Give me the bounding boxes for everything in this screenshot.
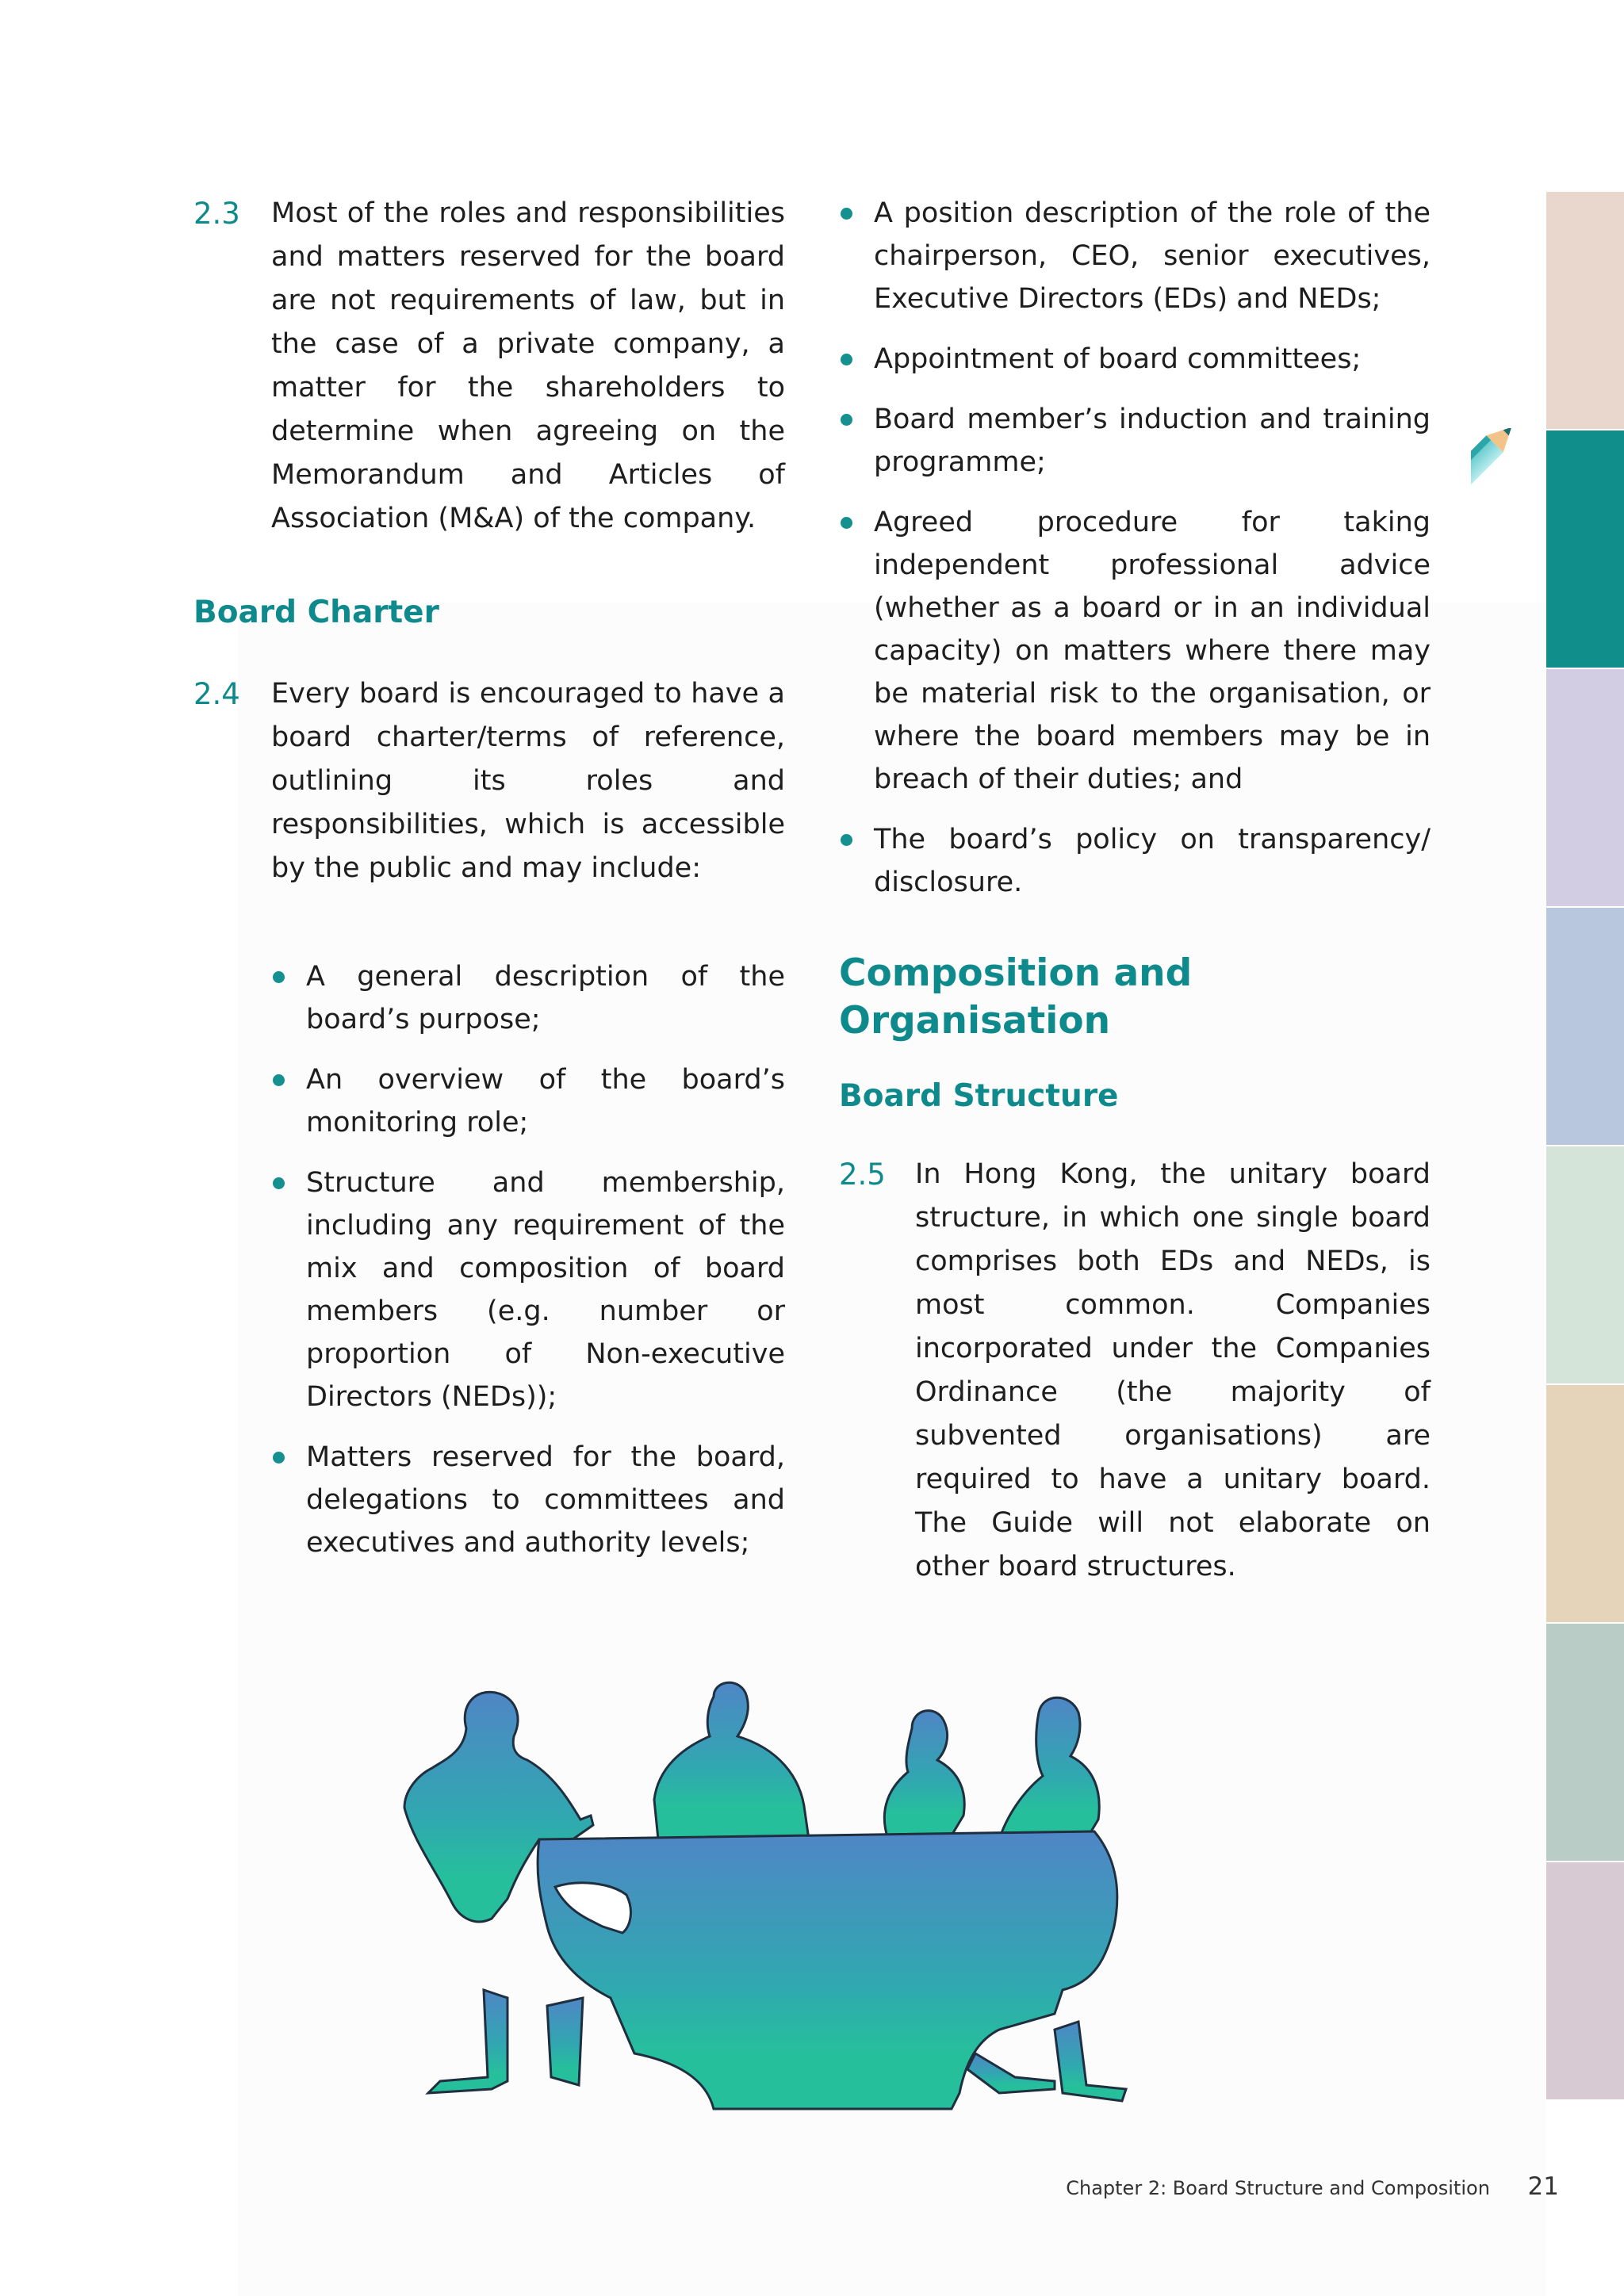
chapter-tab (1546, 1624, 1624, 1861)
left-column (193, 192, 785, 1582)
chapter-tab (1546, 908, 1624, 1145)
section-text: Most of the roles and responsibilities and matters reserved for the board are not requirements of law, but in the case of a private company, a matter for the shareholders to determine when agreeing on the Memorandum and Articles of Association (M&A) of the company. (271, 197, 785, 534)
bullet-icon (841, 208, 852, 220)
charter-bullet-list-right (839, 192, 1431, 904)
list-item: Matters reserved for the board, delegations to committees and executives and authority levels; (271, 1436, 785, 1564)
section-number: 2.3 (193, 197, 240, 231)
chapter-tab (1546, 1862, 1624, 2099)
footer-chapter-title: Chapter 2: Board Structure and Composition (1066, 2177, 1490, 2199)
bullet-icon (273, 1452, 285, 1464)
charter-bullet-list-left (271, 955, 785, 1564)
list-item: A general description of the board’s purpose; (271, 955, 785, 1041)
section-number: 2.5 (839, 1158, 886, 1192)
section-text: Every board is encouraged to have a board charter/terms of reference, outlining its roles and responsibilities, which is accessible by the public and may include: (271, 678, 785, 884)
pencil-icon (1471, 428, 1624, 610)
list-item: Appointment of board committees; (839, 338, 1431, 381)
right-column (839, 192, 1431, 1589)
bullet-icon (841, 834, 852, 846)
section-number: 2.4 (193, 677, 240, 711)
bullet-icon (273, 1074, 285, 1086)
chapter-tab (1546, 1385, 1624, 1622)
section-2-5 (839, 1153, 1431, 1589)
list-item: Board member’s induction and training programme; (839, 398, 1431, 484)
board-charter-heading: Board Charter (193, 595, 439, 630)
list-item: Agreed procedure for taking independent professional advice (whether as a board or in an individual capacity) on matters where there may be material risk to the organisation, or where the board members may be in breach of their duties; and (839, 501, 1431, 801)
composition-heading: Composition and Organisation (839, 951, 1193, 1043)
board-meeting-silhouette (396, 1681, 1134, 2125)
section-2-4 (193, 672, 785, 890)
chapter-tab (1546, 669, 1624, 906)
bullet-icon (841, 354, 852, 365)
list-item: Structure and membership, including any requirement of the mix and composition of board members (e.g. number or proportion of Non-executive Directors (NEDs)); (271, 1161, 785, 1418)
section-2-3 (193, 192, 785, 541)
list-item: The board’s policy on transparency/ disclosure. (839, 818, 1431, 904)
bullet-icon (273, 971, 285, 983)
bullet-icon (841, 517, 852, 529)
page-footer (1066, 2172, 1559, 2201)
list-item: A position description of the role of the chairperson, CEO, senior executives, Executive Directors (EDs) and NEDs; (839, 192, 1431, 320)
bullet-icon (841, 414, 852, 426)
page-number: 21 (1527, 2172, 1559, 2201)
bullet-icon (273, 1177, 285, 1189)
section-text: In Hong Kong, the unitary board structure, in which one single board comprises both EDs and NEDs, is most common. Companies incorporated under the Companies Ordinance (the majority of subvented organisations) are required to have a unitary board. The Guide will not elaborate on other board structures. (915, 1158, 1431, 1582)
chapter-tab (1546, 192, 1624, 429)
list-item: An overview of the board’s monitoring role; (271, 1058, 785, 1144)
board-structure-heading: Board Structure (839, 1078, 1119, 1114)
chapter-tab (1546, 1146, 1624, 1383)
